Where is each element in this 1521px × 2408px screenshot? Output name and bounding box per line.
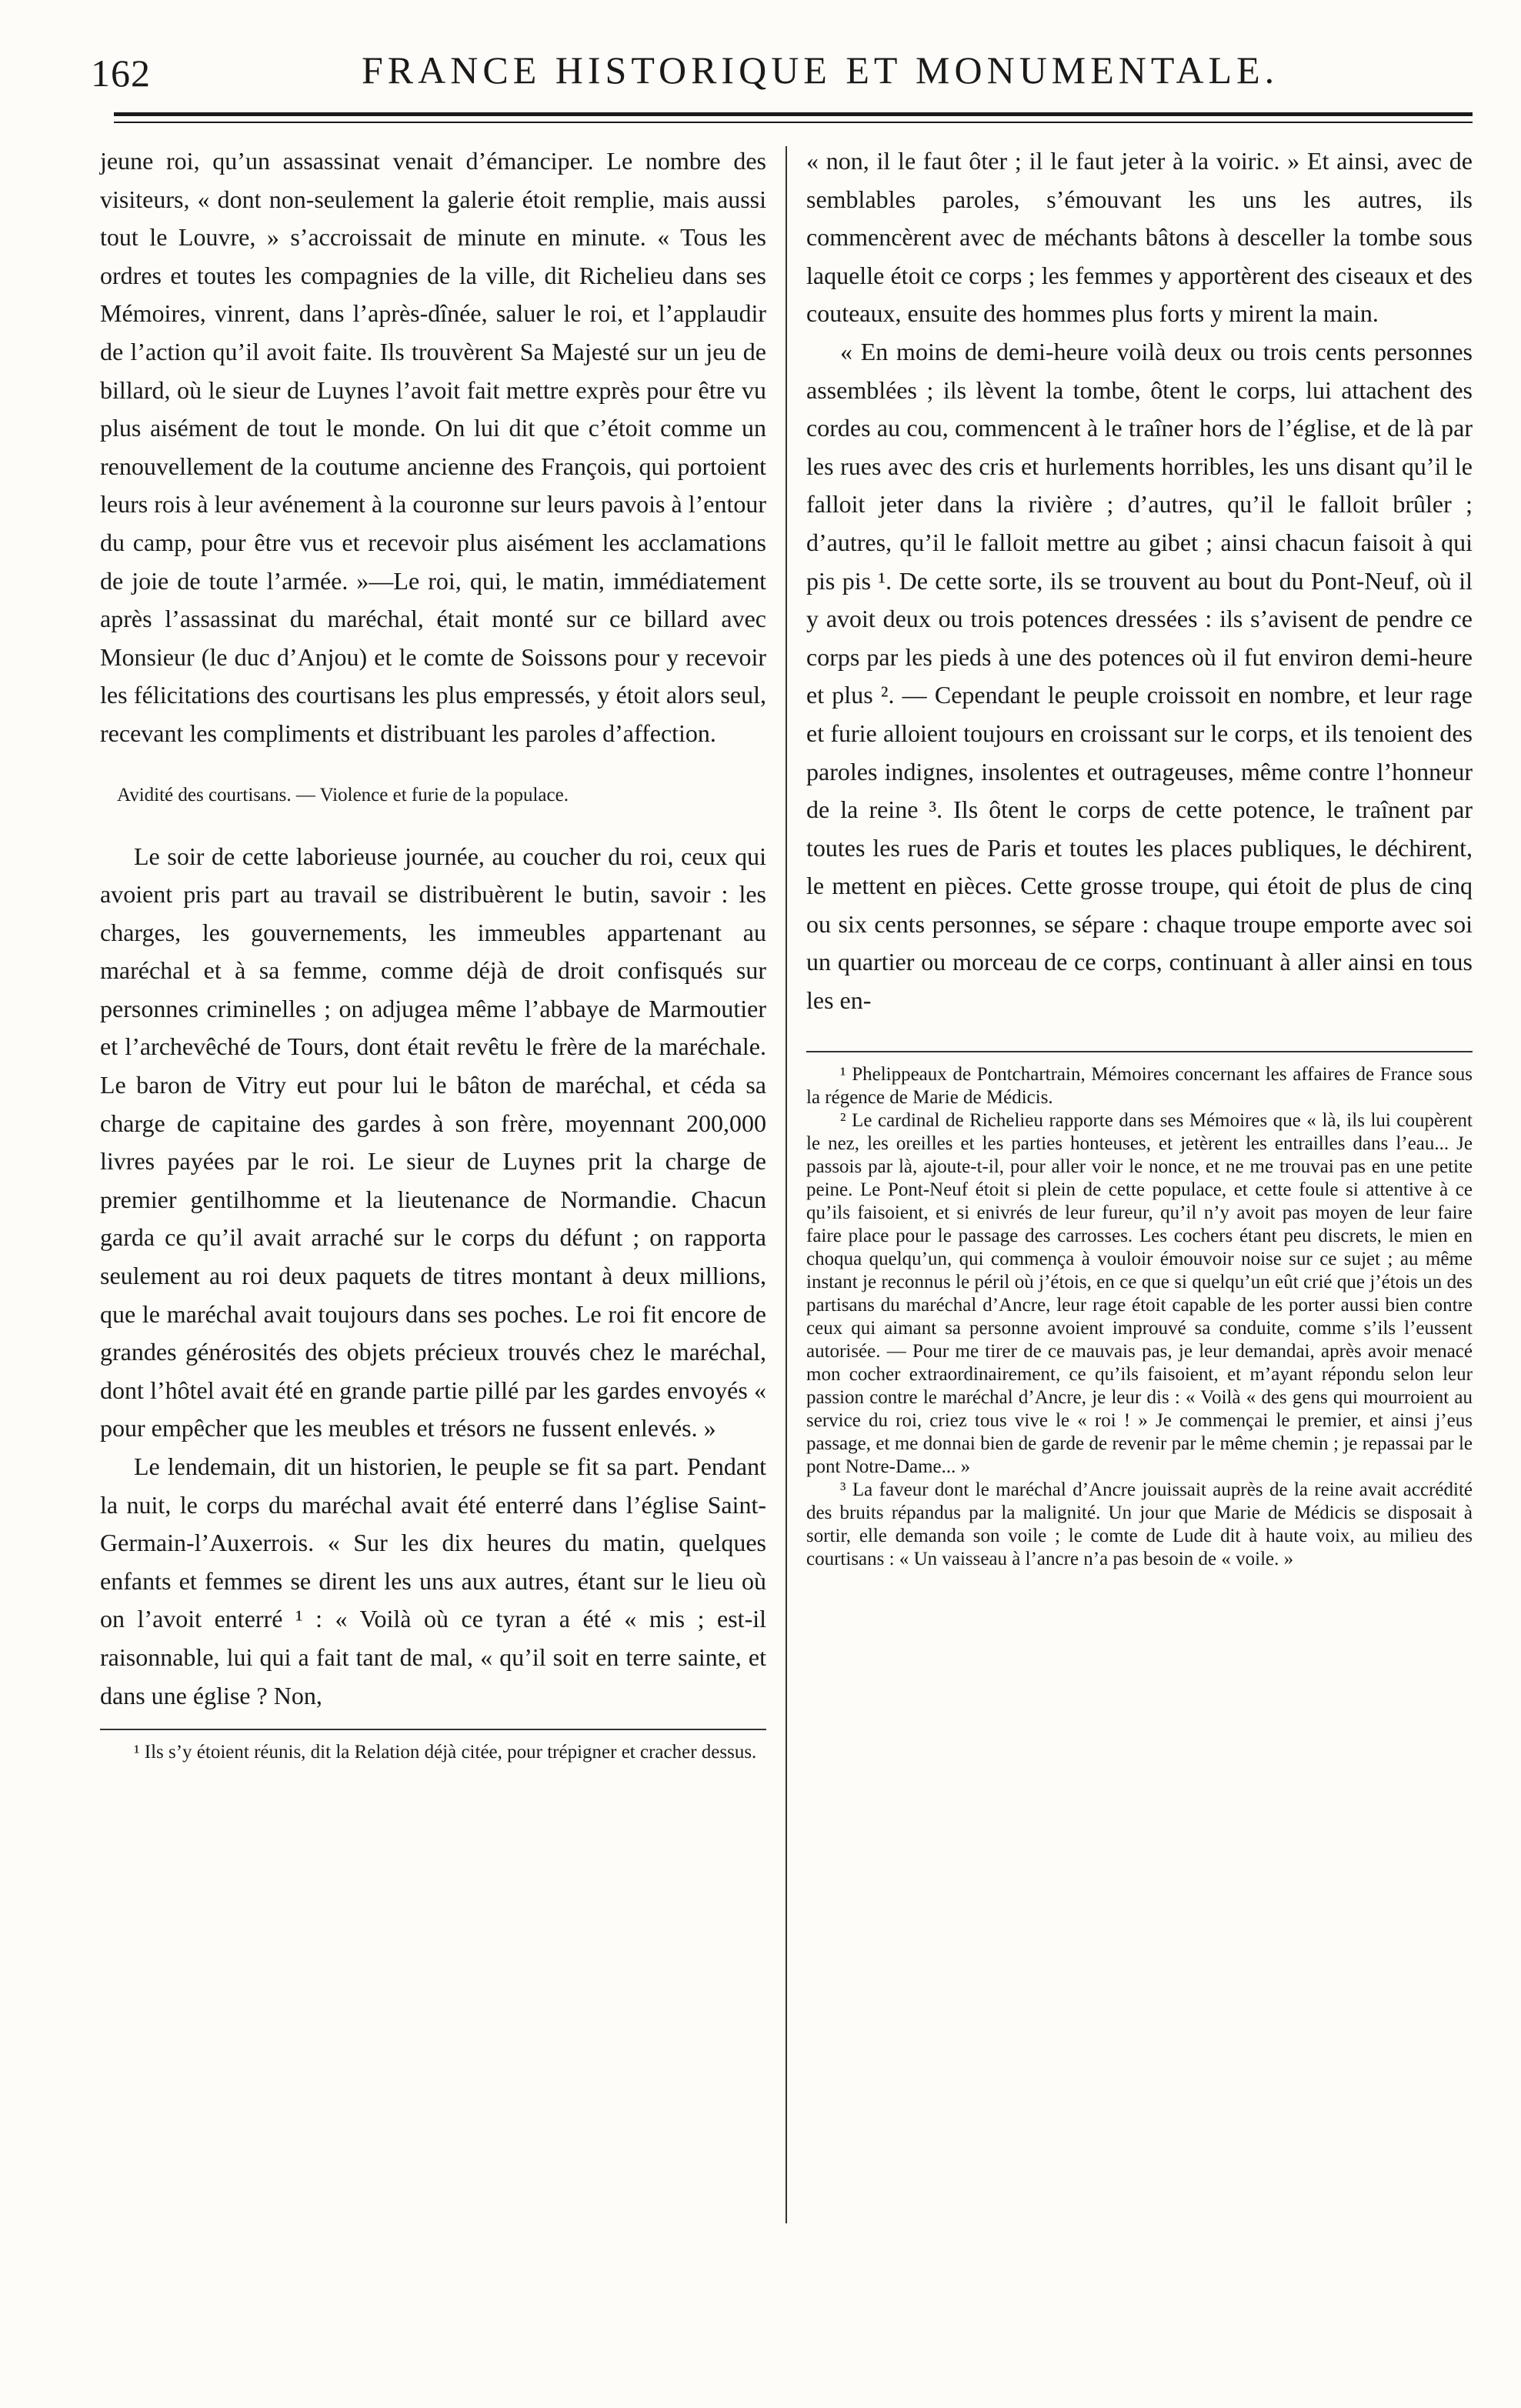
page-number: 162	[91, 52, 151, 95]
left-column	[100, 142, 766, 1764]
column-divider	[786, 146, 787, 2223]
left-paragraph-1: jeune roi, qu’un assassinat venait d’émanciper. Le nombre des visiteurs, « dont non-seulement la galerie étoit remplie, mais aussi tout le Louvre, » s’accroissait de minute en minute. « Tous les ordres et toutes les compagnies de la ville, dit Richelieu dans ses Mémoires, vinrent, dans l’après-dînée, saluer le roi, et l’applaudir de l’action qu’il avoit faite. Ils trouvèrent Sa Majesté sur un jeu de billard, où le sieur de Luynes l’avoit fait mettre exprès pour être vu plus aisément de tout le monde. On lui dit que c’étoit comme un renouvellement de la coutume ancienne des François, qui portoient leurs rois à leur avénement à la couronne sur leurs pavois à l’entour du camp, pour être vus et recevoir plus aisément les acclamations de joie de toute l’armée. »—Le roi, qui, le matin, immédiatement après l’assassinat du maréchal, était monté sur ce billard avec Monsieur (le duc d’Anjou) et le comte de Soissons pour y recevoir les félicitations des courtisans les plus empressés, y étoit alors seul, recevant les compliments et distribuant les paroles d’affection.	[100, 147, 766, 747]
right-paragraph-2: « En moins de demi-heure voilà deux ou trois cents personnes assemblées ; ils lèvent la tombe, ôtent le corps, lui attachent des cordes au cou, commencent à le traîner hors de l’église, et de là par les rues avec des cris et hurlements horribles, les uns disant qu’il le falloit jeter dans la rivière ; d’autres, qu’il le falloit brûler ; d’autres, qu’il le falloit mettre au gibet ; ainsi chacun faisoit à qui pis pis ¹. De cette sorte, ils se trouvent au bout du Pont-Neuf, où il y avoit deux ou trois potences dressées : ils s’avisent de pendre ce corps par les pieds à une des potences où il fut environ demi-heure et plus ². — Cependant le peuple croissoit en nombre, et leur rage et furie alloient toujours en croissant sur le corps, et ils tenoient des paroles indignes, insolentes et outrageuses, même contre l’honneur de la reine ³. Ils ôtent le corps de cette potence, le traînent par toutes les rues de Paris et toutes les places publiques, le déchirent, le mettent en pièces. Cette grosse troupe, qui étoit de plus de cinq ou six cents personnes, se sépare : chaque troupe emporte avec soi un quartier ou morceau de ce corps, continuant à aller ainsi en tous les en-	[806, 337, 1473, 1015]
right-footnotes	[806, 1063, 1473, 1571]
left-footnote-1: ¹ Ils s’y étoient réunis, dit la Relation déjà citée, pour trépigner et cracher dessus.	[134, 1742, 757, 1763]
right-footnote-1: ¹ Phelippeaux de Pontchartrain, Mémoires concernant les affaires de France sous la régence de Marie de Médicis.	[806, 1063, 1473, 1108]
right-paragraph-1: « non, il le faut ôter ; il le faut jeter à la voiric. » Et ainsi, avec de semblables paroles, s’émouvant les uns les autres, ils commencèrent avec de méchants bâtons à desceller la tombe sous laquelle étoit ce corps ; les femmes y apportèrent des ciseaux et des couteaux, ensuite des hommes plus forts y mirent la main.	[806, 147, 1473, 328]
right-footnote-2: ² Le cardinal de Richelieu rapporte dans ses Mémoires que « là, ils lui coupèrent le nez, les oreilles et les parties honteuses, et jetèrent les entrailles dans l’eau... Je passois par là, ajoute-t-il, pour aller voir le nonce, et ne me trouvai pas en une petite peine. Le Pont-Neuf étoit si plein de cette populace, et cette foule si attentive à ce qu’ils faisoient, et si enivrés de leur fureur, qu’il n’y avoit pas moyen de leur faire faire place pour le passage des carrosses. Les cochers étant peu discrets, le mien en choqua quelqu’un, qui commença à vouloir émouvoir noise sur ce sujet ; au même instant je reconnus le péril où j’étois, en ce que si quelqu’un eût crié que j’étois un des partisans du maréchal d’Ancre, leur rage étoit capable de les porter aussi bien contre ceux qui aimant sa personne avoient improuvé sa conduite, comme s’ils l’eussent autorisée. — Pour me tirer de ce mauvais pas, je leur demandai, après avoir menacé mon cocher extraordinairement, ce qu’ils faisoient, et m’ayant répondu selon leur passion contre le maréchal d’Ancre, je leur dis : « Voilà « des gens qui mourroient au service du roi, criez tous vive le « roi ! » Je commençai le premier, et ainsi j’eus passage, et me donnai bien de garde de revenir par le même chemin ; je repassai par le pont Notre-Dame... »	[806, 1109, 1473, 1477]
footnote-rule-left	[100, 1729, 766, 1730]
left-paragraph-3: Le lendemain, dit un historien, le peuple se fit sa part. Pendant la nuit, le corps du maréchal avait été enterré dans l’église Saint-Germain-l’Auxerrois. « Sur les dix heures du matin, quelques enfants et femmes se dirent les uns aux autres, étant sur le lieu où on l’avoit enterré ¹ : « Voilà où ce tyran a été « mis ; est-il raisonnable, lui qui a fait tant de mal, « qu’il soit en terre sainte, et dans une église ? Non,	[100, 1452, 766, 1709]
right-footnote-3: ³ La faveur dont le maréchal d’Ancre jouissait auprès de la reine avait accrédité des bruits répandus par la malignité. Un jour que Marie de Médicis se disposait à sortir, elle demanda son voile ; le comte de Lude dit à haute voix, au milieu des courtisans : « Un vaisseau à l’ancre n’a pas besoin de « voile. »	[806, 1479, 1473, 1569]
header-rule-thin	[114, 122, 1473, 123]
footnote-rule-right	[806, 1051, 1473, 1052]
running-title: FRANCE HISTORIQUE ET MONUMENTALE.	[362, 48, 1279, 92]
header-rule-thick	[114, 112, 1473, 116]
right-column	[806, 142, 1473, 1571]
section-heading: Avidité des courtisans. — Violence et furie de la populace.	[117, 784, 569, 805]
left-paragraph-2: Le soir de cette laborieuse journée, au coucher du roi, ceux qui avoient pris part au travail se distribuèrent le butin, savoir : les charges, les gouvernements, les immeubles appartenant au maréchal et à sa femme, comme déjà de droit confisqués sur personnes criminelles ; on adjugea même l’abbaye de Marmoutier et l’archevêché de Tours, dont était revêtu le frère de la maréchale. Le baron de Vitry eut pour lui le bâton de maréchal, et céda sa charge de capitaine des gardes à son frère, moyennant 200,000 livres payées par le roi. Le sieur de Luynes prit la charge de premier gentilhomme et la lieutenance de Normandie. Chacun garda ce qu’il avait arraché sur le corps du défunt ; on rapporta seulement au roi deux paquets de titres montant à deux millions, que le maréchal avait toujours dans ses poches. Le roi fit encore de grandes générosités des objets précieux trouvés chez le maréchal, dont l’hôtel avait été en grande partie pillé par les gardes envoyés « pour empêcher que les meubles et trésors ne fussent enlevés. »	[100, 842, 766, 1442]
